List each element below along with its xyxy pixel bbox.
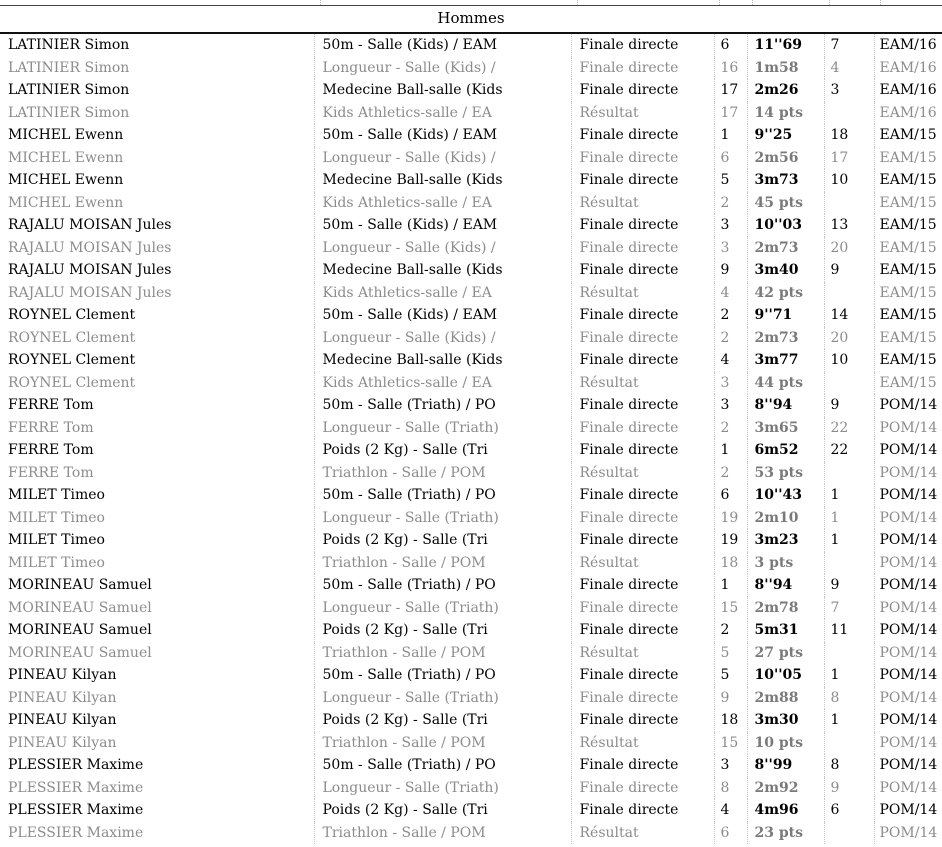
points-value: 11 [824, 619, 874, 642]
points-value [824, 732, 874, 755]
athlete-name: LATINIER Simon [0, 102, 314, 125]
round-label: Finale directe [571, 484, 714, 507]
place-value: 4 [714, 282, 747, 305]
table-row [0, 417, 942, 440]
athlete-name: FERRE Tom [0, 394, 314, 417]
category-label: POM/14 [879, 464, 938, 481]
performance-value: 23 pts [747, 822, 824, 845]
category-label: POM/14 [879, 644, 938, 661]
points-value: 22 [824, 439, 874, 462]
athlete-name: PINEAU Kilyan [0, 732, 314, 755]
round-label: Finale directe [571, 439, 714, 462]
category-label: EAM/15 [879, 239, 937, 256]
event-name: Kids Athletics-salle / EA [314, 282, 571, 305]
table-row [0, 732, 942, 755]
category-label: POM/14 [879, 487, 938, 504]
points-value: 8 [824, 687, 874, 710]
athlete-name: ROYNEL Clement [0, 349, 314, 372]
table-row [0, 349, 942, 372]
performance-value: 10''05 [747, 664, 824, 687]
points-value: 1 [824, 529, 874, 552]
category-label: POM/14 [879, 622, 938, 639]
table-row [0, 259, 942, 282]
place-value: 18 [714, 552, 747, 575]
results-table [0, 34, 942, 844]
category-label: POM/14 [879, 397, 938, 414]
place-value: 2 [714, 417, 747, 440]
place-value: 3 [714, 372, 747, 395]
place-value: 19 [714, 507, 747, 530]
event-name: Poids (2 Kg) - Salle (Tri [314, 709, 571, 732]
table-row [0, 687, 942, 710]
event-name: Longueur - Salle (Triath) [314, 417, 571, 440]
place-value: 6 [714, 822, 747, 845]
round-label: Résultat [571, 372, 714, 395]
points-value: 20 [824, 237, 874, 260]
category-label: EAM/15 [879, 149, 937, 166]
athlete-name: FERRE Tom [0, 439, 314, 462]
place-value: 2 [714, 304, 747, 327]
athlete-name: FERRE Tom [0, 462, 314, 485]
points-value: 7 [824, 34, 874, 57]
performance-value: 2m26 [747, 79, 824, 102]
round-label: Résultat [571, 552, 714, 575]
event-name: Triathlon - Salle / POM [314, 822, 571, 845]
performance-value: 11''69 [747, 34, 824, 57]
round-label: Résultat [571, 822, 714, 845]
points-value: 14 [824, 304, 874, 327]
round-label: Finale directe [571, 664, 714, 687]
place-value: 5 [714, 169, 747, 192]
points-value: 9 [824, 394, 874, 417]
table-row [0, 147, 942, 170]
place-value: 4 [714, 799, 747, 822]
round-label: Finale directe [571, 709, 714, 732]
event-name: Kids Athletics-salle / EA [314, 192, 571, 215]
performance-value: 10 pts [747, 732, 824, 755]
table-row [0, 484, 942, 507]
athlete-name: PINEAU Kilyan [0, 664, 314, 687]
event-name: Medecine Ball-salle (Kids [314, 349, 571, 372]
event-name: Longueur - Salle (Kids) / [314, 327, 571, 350]
athlete-name: RAJALU MOISAN Jules [0, 282, 314, 305]
round-label: Finale directe [571, 777, 714, 800]
place-value: 15 [714, 597, 747, 620]
table-row [0, 169, 942, 192]
table-row [0, 709, 942, 732]
place-value: 2 [714, 462, 747, 485]
category-label: EAM/15 [879, 172, 937, 189]
points-value: 10 [824, 349, 874, 372]
category-label: POM/14 [879, 734, 938, 751]
round-label: Finale directe [571, 327, 714, 350]
round-label: Finale directe [571, 619, 714, 642]
event-name: Longueur - Salle (Kids) / [314, 237, 571, 260]
event-name: Longueur - Salle (Triath) [314, 597, 571, 620]
table-row [0, 619, 942, 642]
place-value: 3 [714, 754, 747, 777]
category-label: EAM/15 [879, 217, 937, 234]
athlete-name: RAJALU MOISAN Jules [0, 259, 314, 282]
points-value: 8 [824, 754, 874, 777]
athlete-name: MILET Timeo [0, 529, 314, 552]
points-value: 3 [824, 79, 874, 102]
athlete-name: MILET Timeo [0, 507, 314, 530]
round-label: Finale directe [571, 597, 714, 620]
points-value: 13 [824, 214, 874, 237]
category-label: POM/14 [879, 779, 938, 796]
athlete-name: FERRE Tom [0, 417, 314, 440]
athlete-name: LATINIER Simon [0, 34, 314, 57]
place-value: 2 [714, 619, 747, 642]
round-label: Finale directe [571, 147, 714, 170]
event-name: Kids Athletics-salle / EA [314, 372, 571, 395]
points-value: 9 [824, 574, 874, 597]
category-label: POM/14 [879, 712, 938, 729]
performance-value: 8''99 [747, 754, 824, 777]
table-row [0, 394, 942, 417]
table-row [0, 552, 942, 575]
place-value: 9 [714, 687, 747, 710]
event-name: Triathlon - Salle / POM [314, 552, 571, 575]
table-row [0, 34, 942, 57]
points-value: 10 [824, 169, 874, 192]
points-value: 1 [824, 507, 874, 530]
category-label: POM/14 [879, 442, 938, 459]
points-value: 1 [824, 484, 874, 507]
category-label: EAM/16 [879, 37, 937, 54]
round-label: Résultat [571, 642, 714, 665]
points-value: 20 [824, 327, 874, 350]
category-label: EAM/15 [879, 194, 937, 211]
event-name: Triathlon - Salle / POM [314, 462, 571, 485]
performance-value: 9''71 [747, 304, 824, 327]
event-name: Triathlon - Salle / POM [314, 732, 571, 755]
performance-value: 2m73 [747, 237, 824, 260]
event-name: Medecine Ball-salle (Kids [314, 169, 571, 192]
athlete-name: MILET Timeo [0, 484, 314, 507]
event-name: Triathlon - Salle / POM [314, 642, 571, 665]
event-name: 50m - Salle (Kids) / EAM [314, 304, 571, 327]
event-name: Longueur - Salle (Triath) [314, 687, 571, 710]
round-label: Finale directe [571, 304, 714, 327]
points-value [824, 192, 874, 215]
athlete-name: PLESSIER Maxime [0, 754, 314, 777]
place-value: 5 [714, 642, 747, 665]
table-row [0, 754, 942, 777]
points-value: 9 [824, 259, 874, 282]
table-row [0, 799, 942, 822]
round-label: Finale directe [571, 237, 714, 260]
event-name: 50m - Salle (Triath) / PO [314, 484, 571, 507]
category-label: POM/14 [879, 802, 938, 819]
section-title: Hommes [437, 9, 505, 27]
round-label: Finale directe [571, 214, 714, 237]
table-row [0, 777, 942, 800]
table-row [0, 214, 942, 237]
points-value: 7 [824, 597, 874, 620]
table-row [0, 327, 942, 350]
table-row [0, 282, 942, 305]
round-label: Finale directe [571, 417, 714, 440]
round-label: Finale directe [571, 349, 714, 372]
performance-value: 14 pts [747, 102, 824, 125]
table-row [0, 574, 942, 597]
event-name: Kids Athletics-salle / EA [314, 102, 571, 125]
table-row [0, 597, 942, 620]
event-name: 50m - Salle (Kids) / EAM [314, 214, 571, 237]
place-value: 17 [714, 102, 747, 125]
round-label: Finale directe [571, 259, 714, 282]
points-value [824, 102, 874, 125]
event-name: Poids (2 Kg) - Salle (Tri [314, 799, 571, 822]
performance-value: 2m73 [747, 327, 824, 350]
athlete-name: RAJALU MOISAN Jules [0, 237, 314, 260]
athlete-name: PLESSIER Maxime [0, 777, 314, 800]
category-label: POM/14 [879, 577, 938, 594]
performance-value: 6m52 [747, 439, 824, 462]
place-value: 2 [714, 327, 747, 350]
category-label: POM/14 [879, 689, 938, 706]
performance-value: 2m88 [747, 687, 824, 710]
athlete-name: MICHEL Ewenn [0, 124, 314, 147]
category-label: POM/14 [879, 509, 938, 526]
event-name: 50m - Salle (Triath) / PO [314, 754, 571, 777]
event-name: 50m - Salle (Kids) / EAM [314, 34, 571, 57]
performance-value: 42 pts [747, 282, 824, 305]
points-value [824, 552, 874, 575]
athlete-name: MORINEAU Samuel [0, 574, 314, 597]
category-label: POM/14 [879, 599, 938, 616]
round-label: Résultat [571, 462, 714, 485]
points-value [824, 462, 874, 485]
table-row [0, 642, 942, 665]
round-label: Finale directe [571, 529, 714, 552]
points-value: 1 [824, 709, 874, 732]
table-row [0, 102, 942, 125]
event-name: 50m - Salle (Triath) / PO [314, 394, 571, 417]
table-row [0, 507, 942, 530]
place-value: 4 [714, 349, 747, 372]
category-label: EAM/16 [879, 59, 937, 76]
table-row [0, 664, 942, 687]
points-value: 4 [824, 57, 874, 80]
athlete-name: PLESSIER Maxime [0, 799, 314, 822]
table-row [0, 439, 942, 462]
athlete-name: ROYNEL Clement [0, 372, 314, 395]
performance-value: 3m65 [747, 417, 824, 440]
round-label: Finale directe [571, 79, 714, 102]
points-value: 17 [824, 147, 874, 170]
athlete-name: MILET Timeo [0, 552, 314, 575]
athlete-name: LATINIER Simon [0, 57, 314, 80]
performance-value: 27 pts [747, 642, 824, 665]
category-label: EAM/15 [879, 352, 937, 369]
category-label: POM/14 [879, 532, 938, 549]
points-value: 9 [824, 777, 874, 800]
round-label: Finale directe [571, 687, 714, 710]
place-value: 8 [714, 777, 747, 800]
category-label: POM/14 [879, 824, 938, 841]
performance-value: 8''94 [747, 574, 824, 597]
performance-value: 10''03 [747, 214, 824, 237]
event-name: Poids (2 Kg) - Salle (Tri [314, 619, 571, 642]
place-value: 6 [714, 484, 747, 507]
performance-value: 3m77 [747, 349, 824, 372]
round-label: Finale directe [571, 574, 714, 597]
performance-value: 2m92 [747, 777, 824, 800]
table-row [0, 304, 942, 327]
table-row [0, 822, 942, 845]
performance-value: 10''43 [747, 484, 824, 507]
performance-value: 3m23 [747, 529, 824, 552]
place-value: 5 [714, 664, 747, 687]
place-value: 1 [714, 439, 747, 462]
category-label: EAM/15 [879, 284, 937, 301]
points-value [824, 282, 874, 305]
points-value: 18 [824, 124, 874, 147]
round-label: Finale directe [571, 799, 714, 822]
event-name: Poids (2 Kg) - Salle (Tri [314, 529, 571, 552]
category-label: POM/14 [879, 667, 938, 684]
category-label: EAM/16 [879, 104, 937, 121]
event-name: Longueur - Salle (Triath) [314, 507, 571, 530]
category-label: EAM/15 [879, 374, 937, 391]
round-label: Finale directe [571, 169, 714, 192]
place-value: 3 [714, 237, 747, 260]
points-value [824, 372, 874, 395]
event-name: Medecine Ball-salle (Kids [314, 79, 571, 102]
performance-value: 4m96 [747, 799, 824, 822]
athlete-name: MORINEAU Samuel [0, 597, 314, 620]
athlete-name: MORINEAU Samuel [0, 619, 314, 642]
athlete-name: ROYNEL Clement [0, 327, 314, 350]
points-value: 22 [824, 417, 874, 440]
category-label: POM/14 [879, 419, 938, 436]
table-row [0, 372, 942, 395]
round-label: Finale directe [571, 394, 714, 417]
table-row [0, 124, 942, 147]
results-body [0, 34, 942, 844]
event-name: 50m - Salle (Triath) / PO [314, 664, 571, 687]
performance-value: 3 pts [747, 552, 824, 575]
round-label: Résultat [571, 282, 714, 305]
category-label: POM/14 [879, 554, 938, 571]
performance-value: 3m40 [747, 259, 824, 282]
round-label: Finale directe [571, 754, 714, 777]
round-label: Résultat [571, 192, 714, 215]
performance-value: 2m56 [747, 147, 824, 170]
athlete-name: PINEAU Kilyan [0, 709, 314, 732]
table-row [0, 462, 942, 485]
place-value: 1 [714, 574, 747, 597]
category-label: EAM/15 [879, 127, 937, 144]
points-value: 1 [824, 664, 874, 687]
performance-value: 3m73 [747, 169, 824, 192]
athlete-name: ROYNEL Clement [0, 304, 314, 327]
event-name: Longueur - Salle (Kids) / [314, 57, 571, 80]
athlete-name: LATINIER Simon [0, 79, 314, 102]
category-label: POM/14 [879, 757, 938, 774]
performance-value: 1m58 [747, 57, 824, 80]
round-label: Résultat [571, 732, 714, 755]
round-label: Finale directe [571, 507, 714, 530]
points-value [824, 822, 874, 845]
performance-value: 44 pts [747, 372, 824, 395]
athlete-name: PINEAU Kilyan [0, 687, 314, 710]
table-row [0, 237, 942, 260]
athlete-name: MICHEL Ewenn [0, 169, 314, 192]
round-label: Finale directe [571, 57, 714, 80]
category-label: EAM/15 [879, 307, 937, 324]
points-value: 6 [824, 799, 874, 822]
place-value: 16 [714, 57, 747, 80]
performance-value: 8''94 [747, 394, 824, 417]
round-label: Résultat [571, 102, 714, 125]
place-value: 15 [714, 732, 747, 755]
performance-value: 2m78 [747, 597, 824, 620]
event-name: Poids (2 Kg) - Salle (Tri [314, 439, 571, 462]
table-row [0, 192, 942, 215]
place-value: 19 [714, 529, 747, 552]
athlete-name: RAJALU MOISAN Jules [0, 214, 314, 237]
performance-value: 9''25 [747, 124, 824, 147]
place-value: 18 [714, 709, 747, 732]
event-name: Longueur - Salle (Kids) / [314, 147, 571, 170]
place-value: 2 [714, 192, 747, 215]
performance-value: 5m31 [747, 619, 824, 642]
table-row [0, 57, 942, 80]
place-value: 3 [714, 214, 747, 237]
place-value: 6 [714, 147, 747, 170]
event-name: Medecine Ball-salle (Kids [314, 259, 571, 282]
table-row [0, 79, 942, 102]
place-value: 17 [714, 79, 747, 102]
event-name: 50m - Salle (Kids) / EAM [314, 124, 571, 147]
athlete-name: MORINEAU Samuel [0, 642, 314, 665]
round-label: Finale directe [571, 34, 714, 57]
place-value: 1 [714, 124, 747, 147]
performance-value: 45 pts [747, 192, 824, 215]
performance-value: 2m10 [747, 507, 824, 530]
round-label: Finale directe [571, 124, 714, 147]
place-value: 6 [714, 34, 747, 57]
category-label: EAM/15 [879, 329, 937, 346]
place-value: 9 [714, 259, 747, 282]
athlete-name: MICHEL Ewenn [0, 147, 314, 170]
category-label: EAM/16 [879, 82, 937, 99]
category-label: EAM/15 [879, 262, 937, 279]
place-value: 3 [714, 394, 747, 417]
table-row [0, 529, 942, 552]
athlete-name: PLESSIER Maxime [0, 822, 314, 845]
points-value [824, 642, 874, 665]
performance-value: 53 pts [747, 462, 824, 485]
performance-value: 3m30 [747, 709, 824, 732]
event-name: 50m - Salle (Triath) / PO [314, 574, 571, 597]
event-name: Longueur - Salle (Triath) [314, 777, 571, 800]
athlete-name: MICHEL Ewenn [0, 192, 314, 215]
